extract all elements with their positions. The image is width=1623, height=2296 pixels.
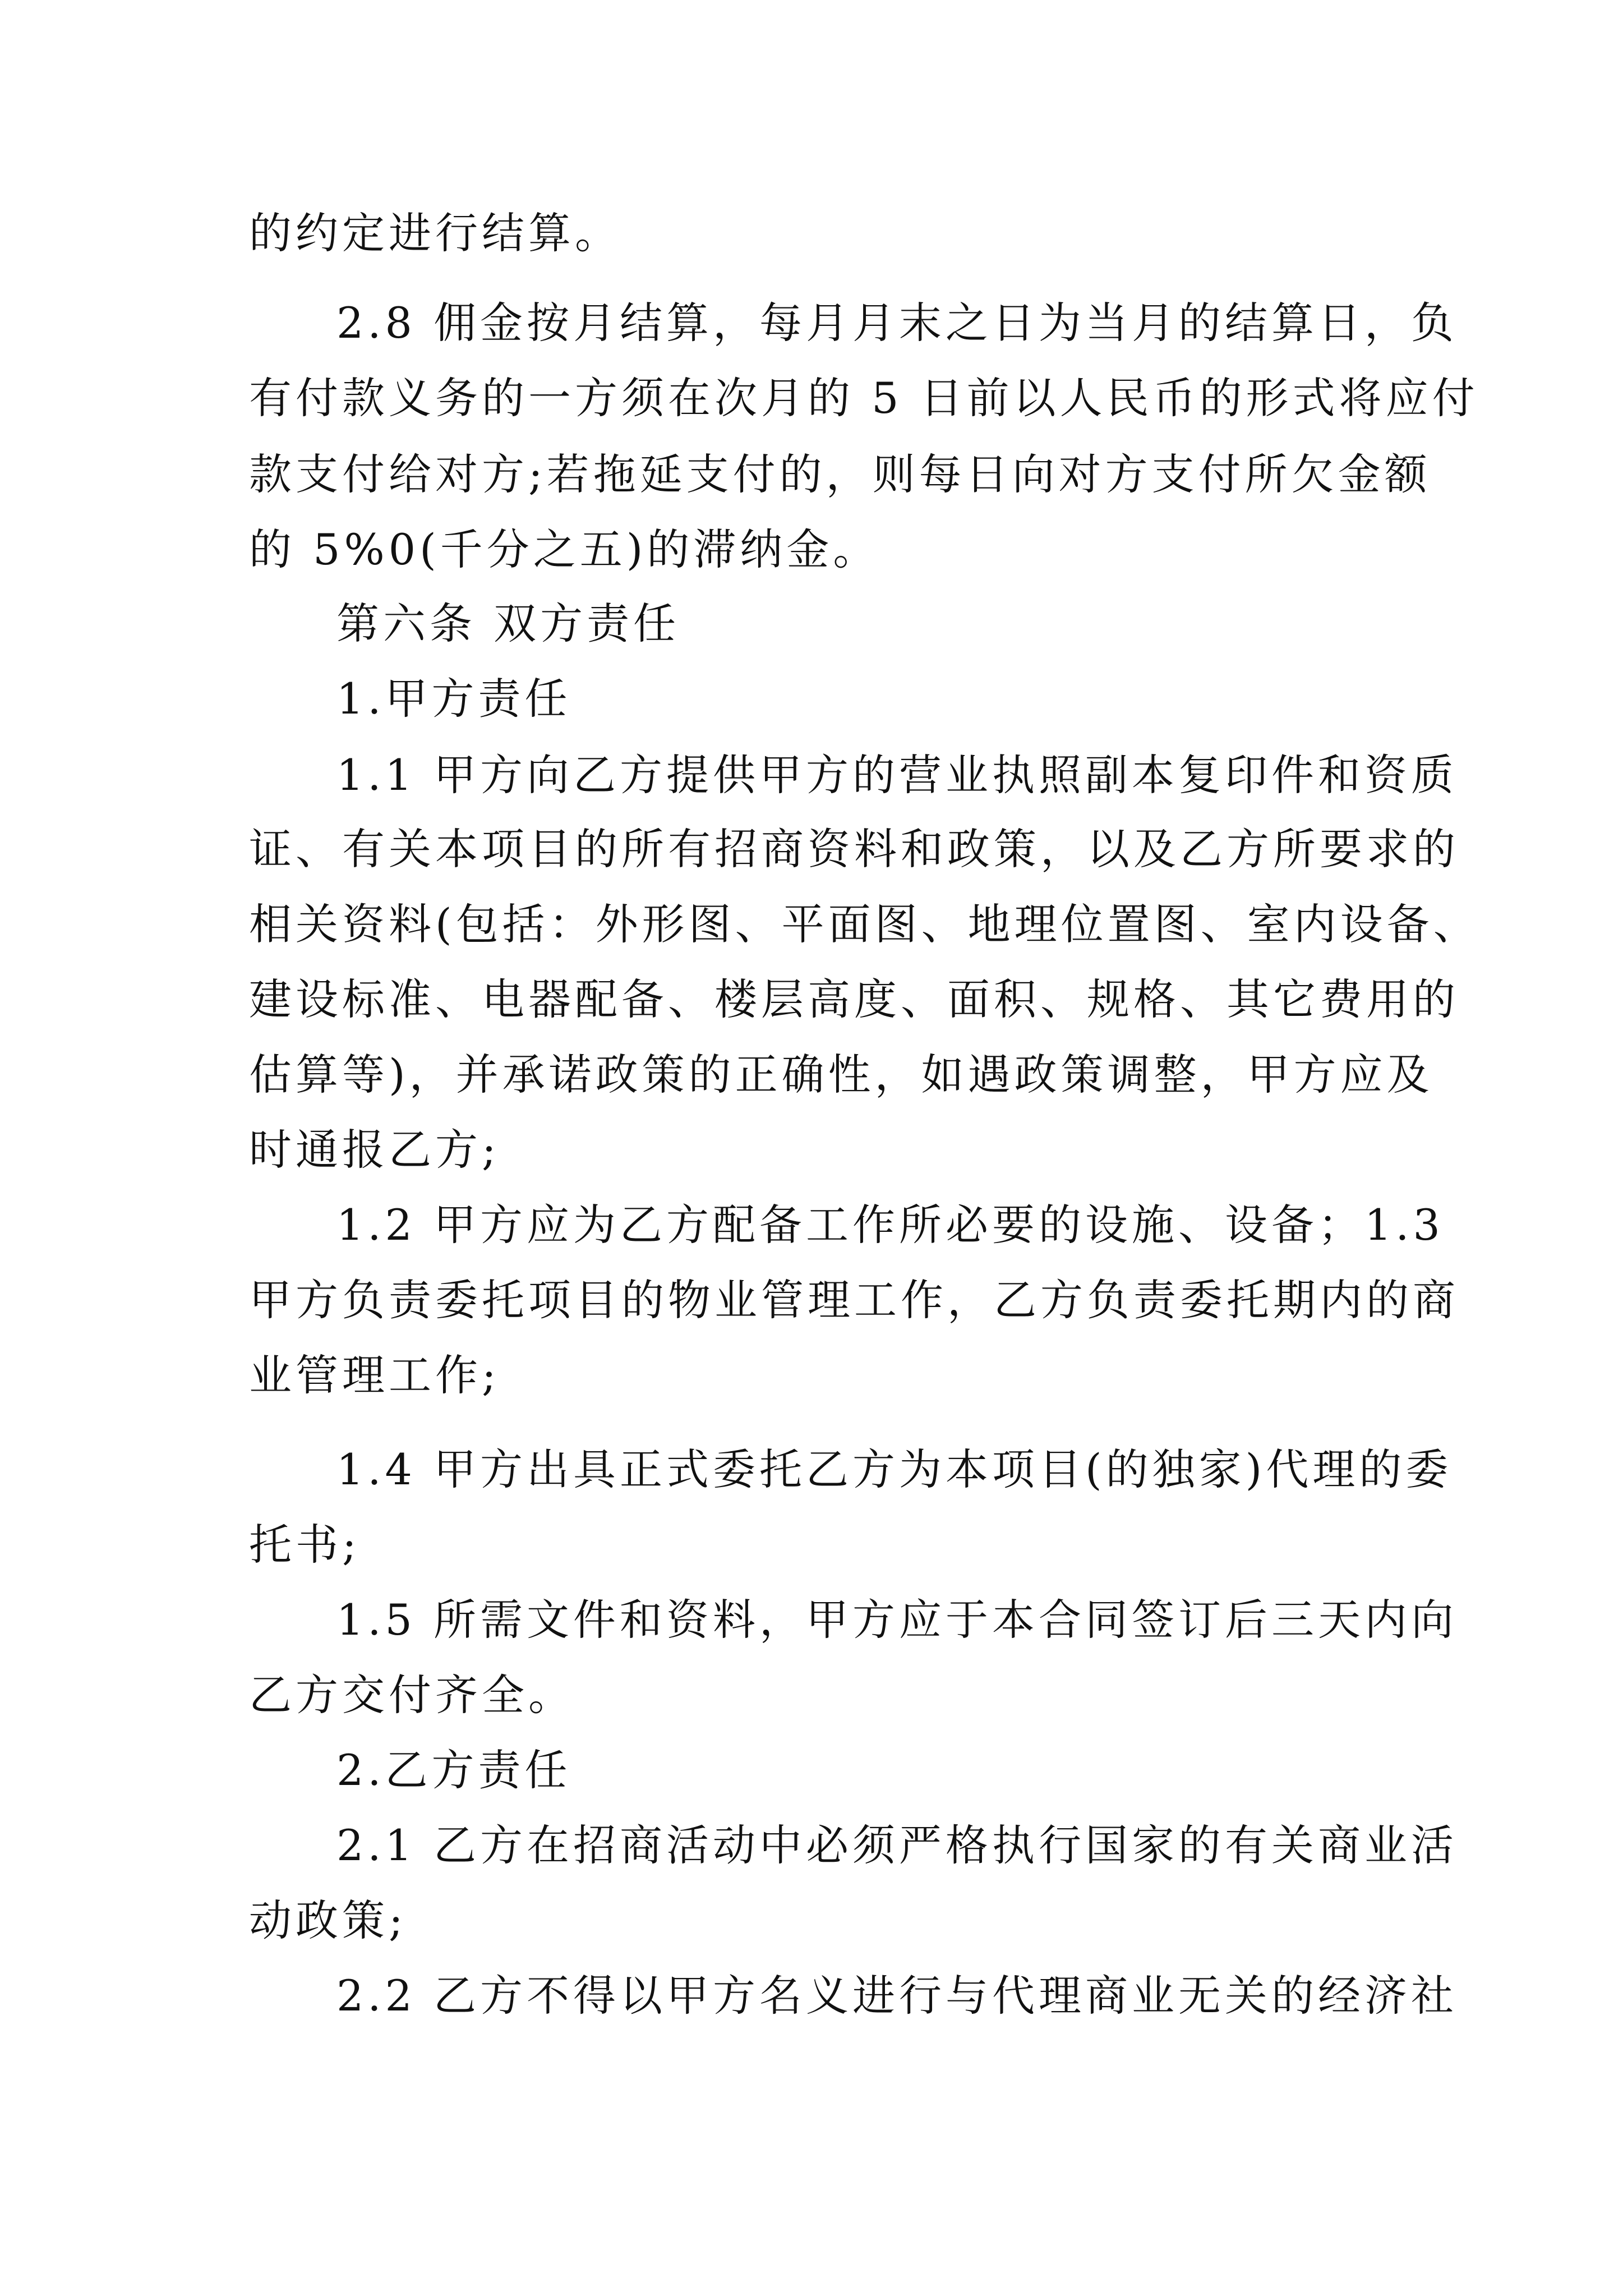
text-line: 2.2 乙方不得以甲方名义进行与代理商业无关的经济社 [336,1971,1458,2021]
text-line: 估算等)，并承诺政策的正确性，如遇政策调整，甲方应及 [249,1050,1433,1099]
text-line: 2.8 佣金按月结算，每月月末之日为当月的结算日，负 [336,298,1458,348]
text-line: 证、有关本项目的所有招商资料和政策，以及乙方所要求的 [249,824,1459,874]
text-line: 甲方负责委托项目的物业管理工作，乙方负责委托期内的商 [249,1275,1459,1325]
text-line: 相关资料(包括：外形图、平面图、地理位置图、室内设备、 [249,899,1480,949]
text-line: 1.2 甲方应为乙方配备工作所必要的设施、设备；1.3 [336,1200,1444,1250]
section-heading: 第六条 双方责任 [336,599,680,648]
text-line: 1.4 甲方出具正式委托乙方为本项目(的独家)代理的委 [336,1444,1453,1494]
text-line: 时通报乙方; [249,1125,500,1175]
text-line: 款支付给对方;若拖延支付的，则每日向对方支付所欠金额 [249,449,1431,499]
text-line: 的 5%0(千分之五)的滞纳金。 [249,524,880,574]
text-line: 托书; [249,1520,361,1570]
text-line: 动政策; [249,1895,407,1945]
text-line: 业管理工作; [249,1350,500,1400]
text-line: 乙方交付齐全。 [249,1670,575,1720]
text-line: 有付款义务的一方须在次月的 5 日前以人民币的形式将应付 [249,373,1479,423]
text-line: 建设标准、电器配备、楼层高度、面积、规格、其它费用的 [249,974,1459,1024]
text-line: 2.1 乙方在招商活动中必须严格执行国家的有关商业活 [336,1820,1458,1870]
text-line: 的约定进行结算。 [249,208,621,258]
subsection-heading: 2.乙方责任 [336,1745,571,1795]
text-line: 1.5 所需文件和资料，甲方应于本合同签订后三天内向 [336,1595,1458,1645]
text-line: 1.1 甲方向乙方提供甲方的营业执照副本复印件和资质 [336,750,1458,800]
subsection-heading: 1.甲方责任 [336,674,571,724]
